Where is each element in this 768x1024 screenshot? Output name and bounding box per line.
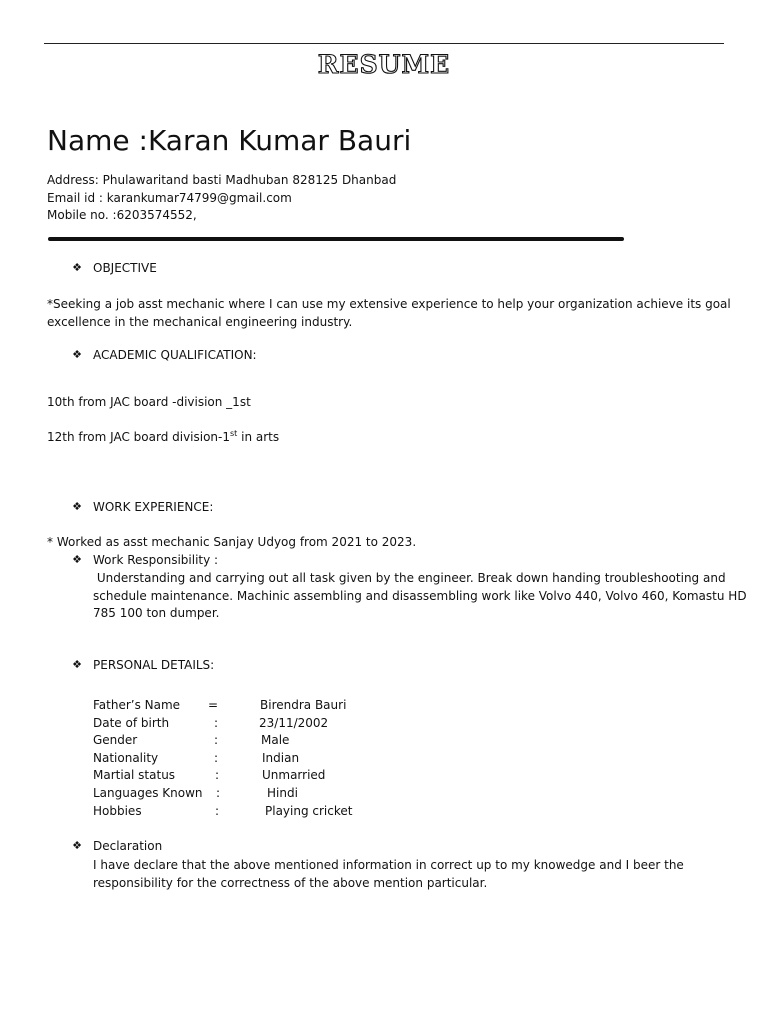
details-label: Hobbies bbox=[93, 803, 142, 818]
academic-item-prefix: 12th from JAC board division-1 bbox=[47, 430, 231, 444]
details-label: Gender bbox=[93, 733, 138, 748]
details-value: Playing cricket bbox=[265, 803, 353, 818]
ordinal-suffix: st bbox=[230, 429, 238, 438]
details-value: Indian bbox=[262, 750, 300, 765]
diamond-bullet-icon: ❖ bbox=[72, 348, 82, 361]
resume-title: RESUME bbox=[317, 50, 451, 79]
declaration-line: responsibility for the correctness of the above mention particular. bbox=[93, 875, 488, 890]
details-label: Martial status bbox=[93, 768, 176, 783]
diamond-bullet-icon: ❖ bbox=[72, 658, 82, 671]
objective-line: *Seeking a job asst mechanic where I can use my extensive experience to help your organization achieve its goal bbox=[47, 297, 731, 311]
details-label: Nationality bbox=[93, 750, 159, 765]
academic-item-suffix: in arts bbox=[237, 430, 280, 444]
details-separator: : bbox=[214, 750, 219, 765]
responsibility-line: Understanding and carrying out all task given by the engineer. Break down handing troubleshooting and bbox=[93, 571, 726, 585]
details-separator: : bbox=[214, 733, 219, 748]
objective-heading-row bbox=[70, 261, 157, 275]
details-separator: : bbox=[215, 803, 220, 818]
work-heading: WORK EXPERIENCE: bbox=[93, 500, 214, 514]
details-label: Date of birth bbox=[93, 715, 170, 730]
objective-line: excellence in the mechanical engineering industry. bbox=[47, 314, 353, 329]
academic-heading: ACADEMIC QUALIFICATION: bbox=[93, 348, 257, 362]
details-value: Hindi bbox=[267, 785, 298, 800]
responsibility-heading-row bbox=[70, 553, 218, 567]
details-label: Father’s Name bbox=[93, 698, 181, 712]
declaration-heading-row bbox=[70, 839, 162, 853]
details-label: Languages Known bbox=[93, 785, 203, 800]
diamond-bullet-icon: ❖ bbox=[72, 839, 82, 852]
objective-text bbox=[47, 296, 737, 331]
contact-divider bbox=[48, 237, 624, 241]
address-line: Address: Phulawaritand basti Madhuban 828125 Dhanbad bbox=[47, 173, 397, 187]
diamond-bullet-icon: ❖ bbox=[72, 500, 82, 513]
responsibility-heading: Work Responsibility : bbox=[93, 553, 219, 567]
mobile-line: Mobile no. :6203574552, bbox=[47, 208, 197, 222]
personal-heading: PERSONAL DETAILS: bbox=[93, 658, 215, 672]
details-value: Birendra Bauri bbox=[260, 698, 347, 712]
details-value: 23/11/2002 bbox=[259, 715, 329, 730]
academic-item bbox=[47, 430, 279, 444]
responsibility-line: schedule maintenance. Machinic assembling and disassembling work like Volvo 440, Volvo 460, Komastu HD bbox=[93, 588, 747, 603]
email-line: Email id : karankumar74799@gmail.com bbox=[47, 191, 292, 205]
work-heading-row bbox=[70, 500, 213, 514]
academic-item: 10th from JAC board -division _1st bbox=[47, 395, 251, 409]
objective-heading: OBJECTIVE bbox=[93, 261, 157, 275]
diamond-bullet-icon: ❖ bbox=[72, 553, 82, 566]
details-separator: : bbox=[214, 715, 219, 730]
details-value: Unmarried bbox=[262, 768, 326, 783]
declaration-line: I have declare that the above mentioned information in correct up to my knowedge and I beer the bbox=[93, 858, 684, 872]
details-separator: : bbox=[216, 785, 221, 800]
academic-heading-row bbox=[70, 348, 257, 362]
declaration-heading: Declaration bbox=[93, 839, 163, 853]
top-divider bbox=[44, 43, 724, 44]
details-separator: = bbox=[208, 698, 219, 712]
details-separator: : bbox=[215, 768, 220, 783]
responsibility-line: 785 100 ton dumper. bbox=[93, 606, 220, 620]
diamond-bullet-icon: ❖ bbox=[72, 261, 82, 274]
personal-heading-row bbox=[70, 658, 214, 672]
details-value: Male bbox=[261, 733, 290, 748]
declaration-text bbox=[93, 857, 733, 892]
responsibility-text bbox=[93, 570, 747, 623]
candidate-name: Name :Karan Kumar Bauri bbox=[47, 124, 412, 157]
worked-as-line: * Worked as asst mechanic Sanjay Udyog from 2021 to 2023. bbox=[47, 535, 417, 549]
